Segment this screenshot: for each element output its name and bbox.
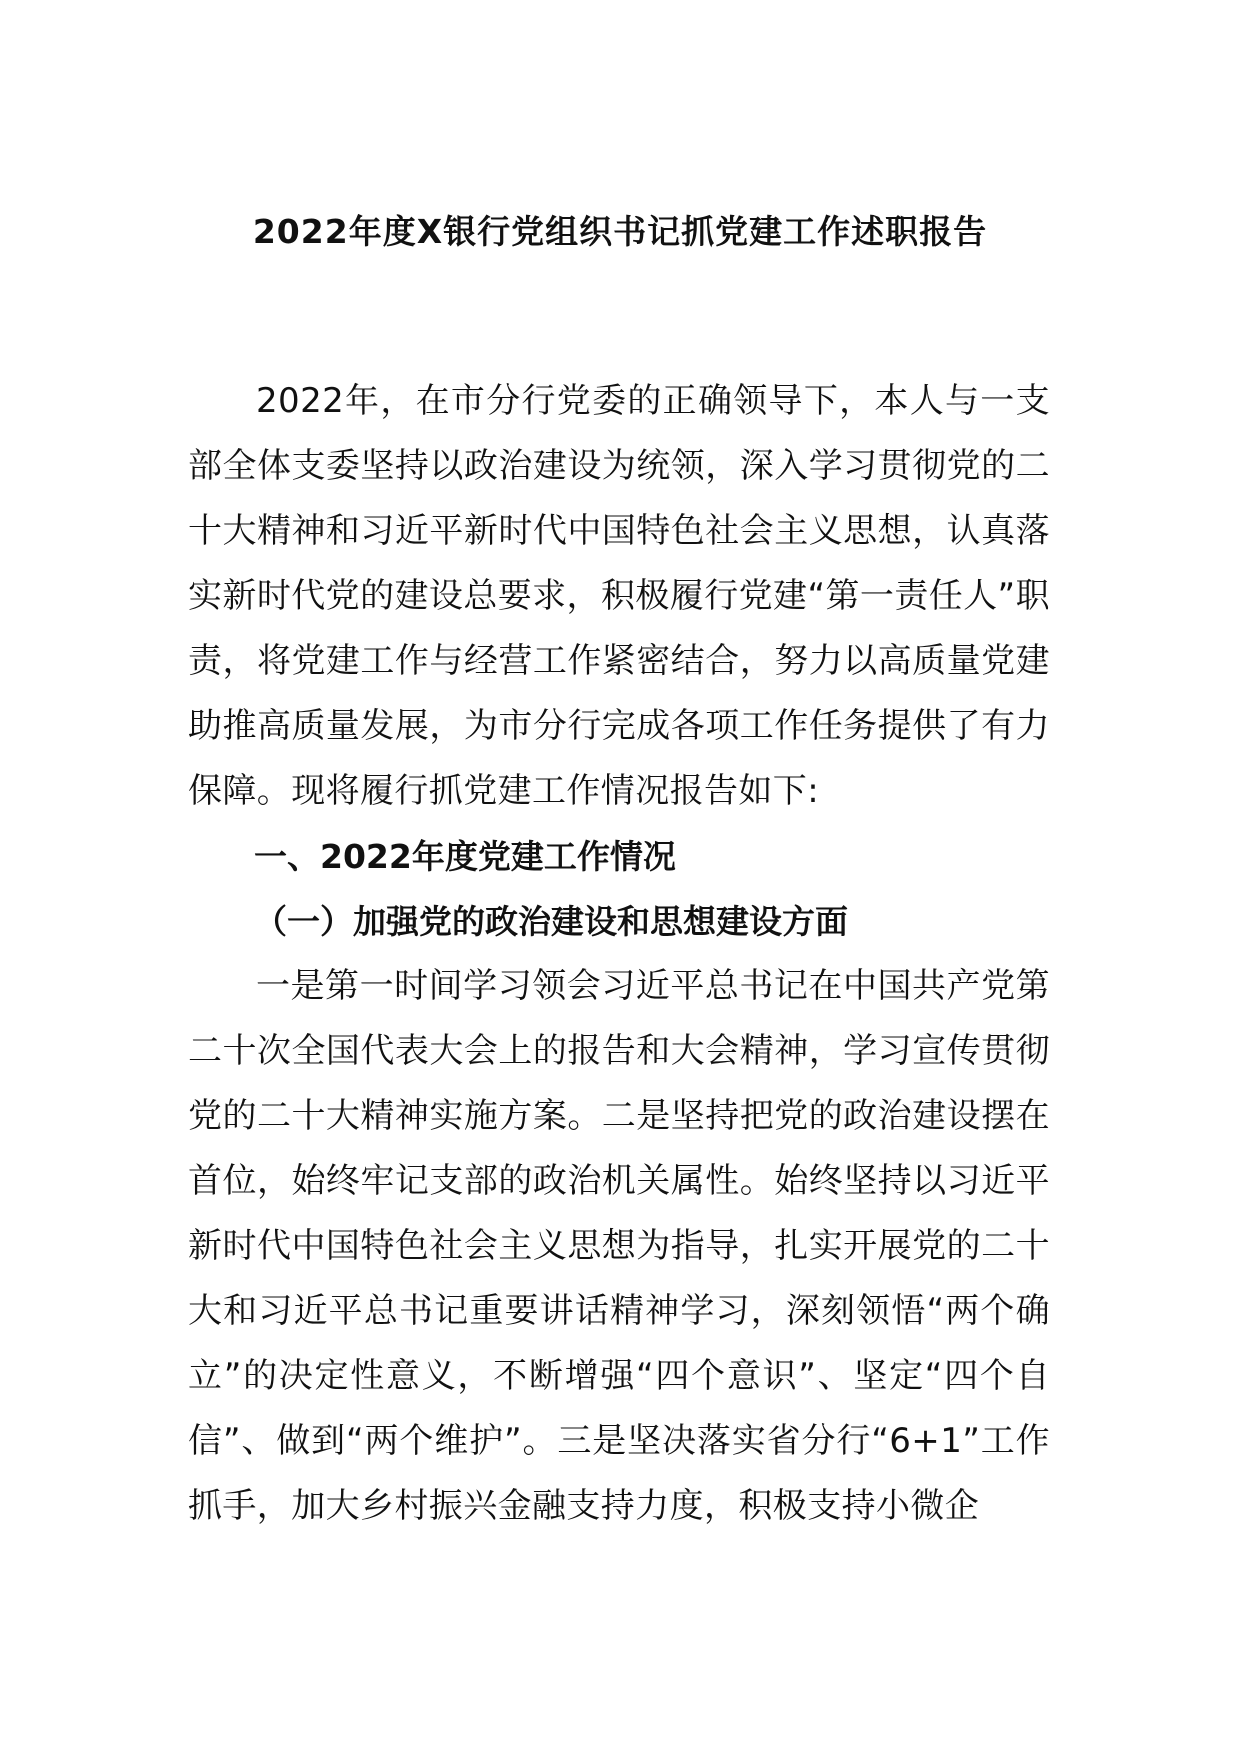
section-heading-1: 一、2022年度党建工作情况 [254, 837, 676, 876]
subsection-heading-1-1: （一）加强党的政治建设和思想建设方面 [254, 902, 848, 941]
document-title: 2022年度X银行党组织书记抓党建工作述职报告 [252, 212, 988, 251]
document-body [188, 369, 1050, 1539]
intro-paragraph: 2022年，在市分行党委的正确领导下，本人与一支部全体支委坚持以政治建设为统领，深入学习贯彻党的二十大精神和习近平新时代中国特色社会主义思想，认真落实新时代党的建设总要求，积极履行党建“第一责任人”职责，将党建工作与经营工作紧密结合，努力以高质量党建助推高质量发展，为市分行完成各项工作任务提供了有力保障。现将履行抓党建工作情况报告如下: [188, 381, 1050, 811]
subsection-paragraph-1-1: 一是第一时间学习领会习近平总书记在中国共产党第二十次全国代表大会上的报告和大会精神，学习宣传贯彻党的二十大精神实施方案。二是坚持把党的政治建设摆在首位，始终牢记支部的政治机关属性。始终坚持以习近平新时代中国特色社会主义思想为指导，扎实开展党的二十大和习近平总书记重要讲话精神学习，深刻领悟“两个确立”的决定性意义，不断增强“四个意识”、坚定“四个自信”、做到“两个维护”。三是坚决落实省分行“6+1”工作抓手，加大乡村振兴金融支持力度，积极支持小微企 [188, 966, 1050, 1526]
